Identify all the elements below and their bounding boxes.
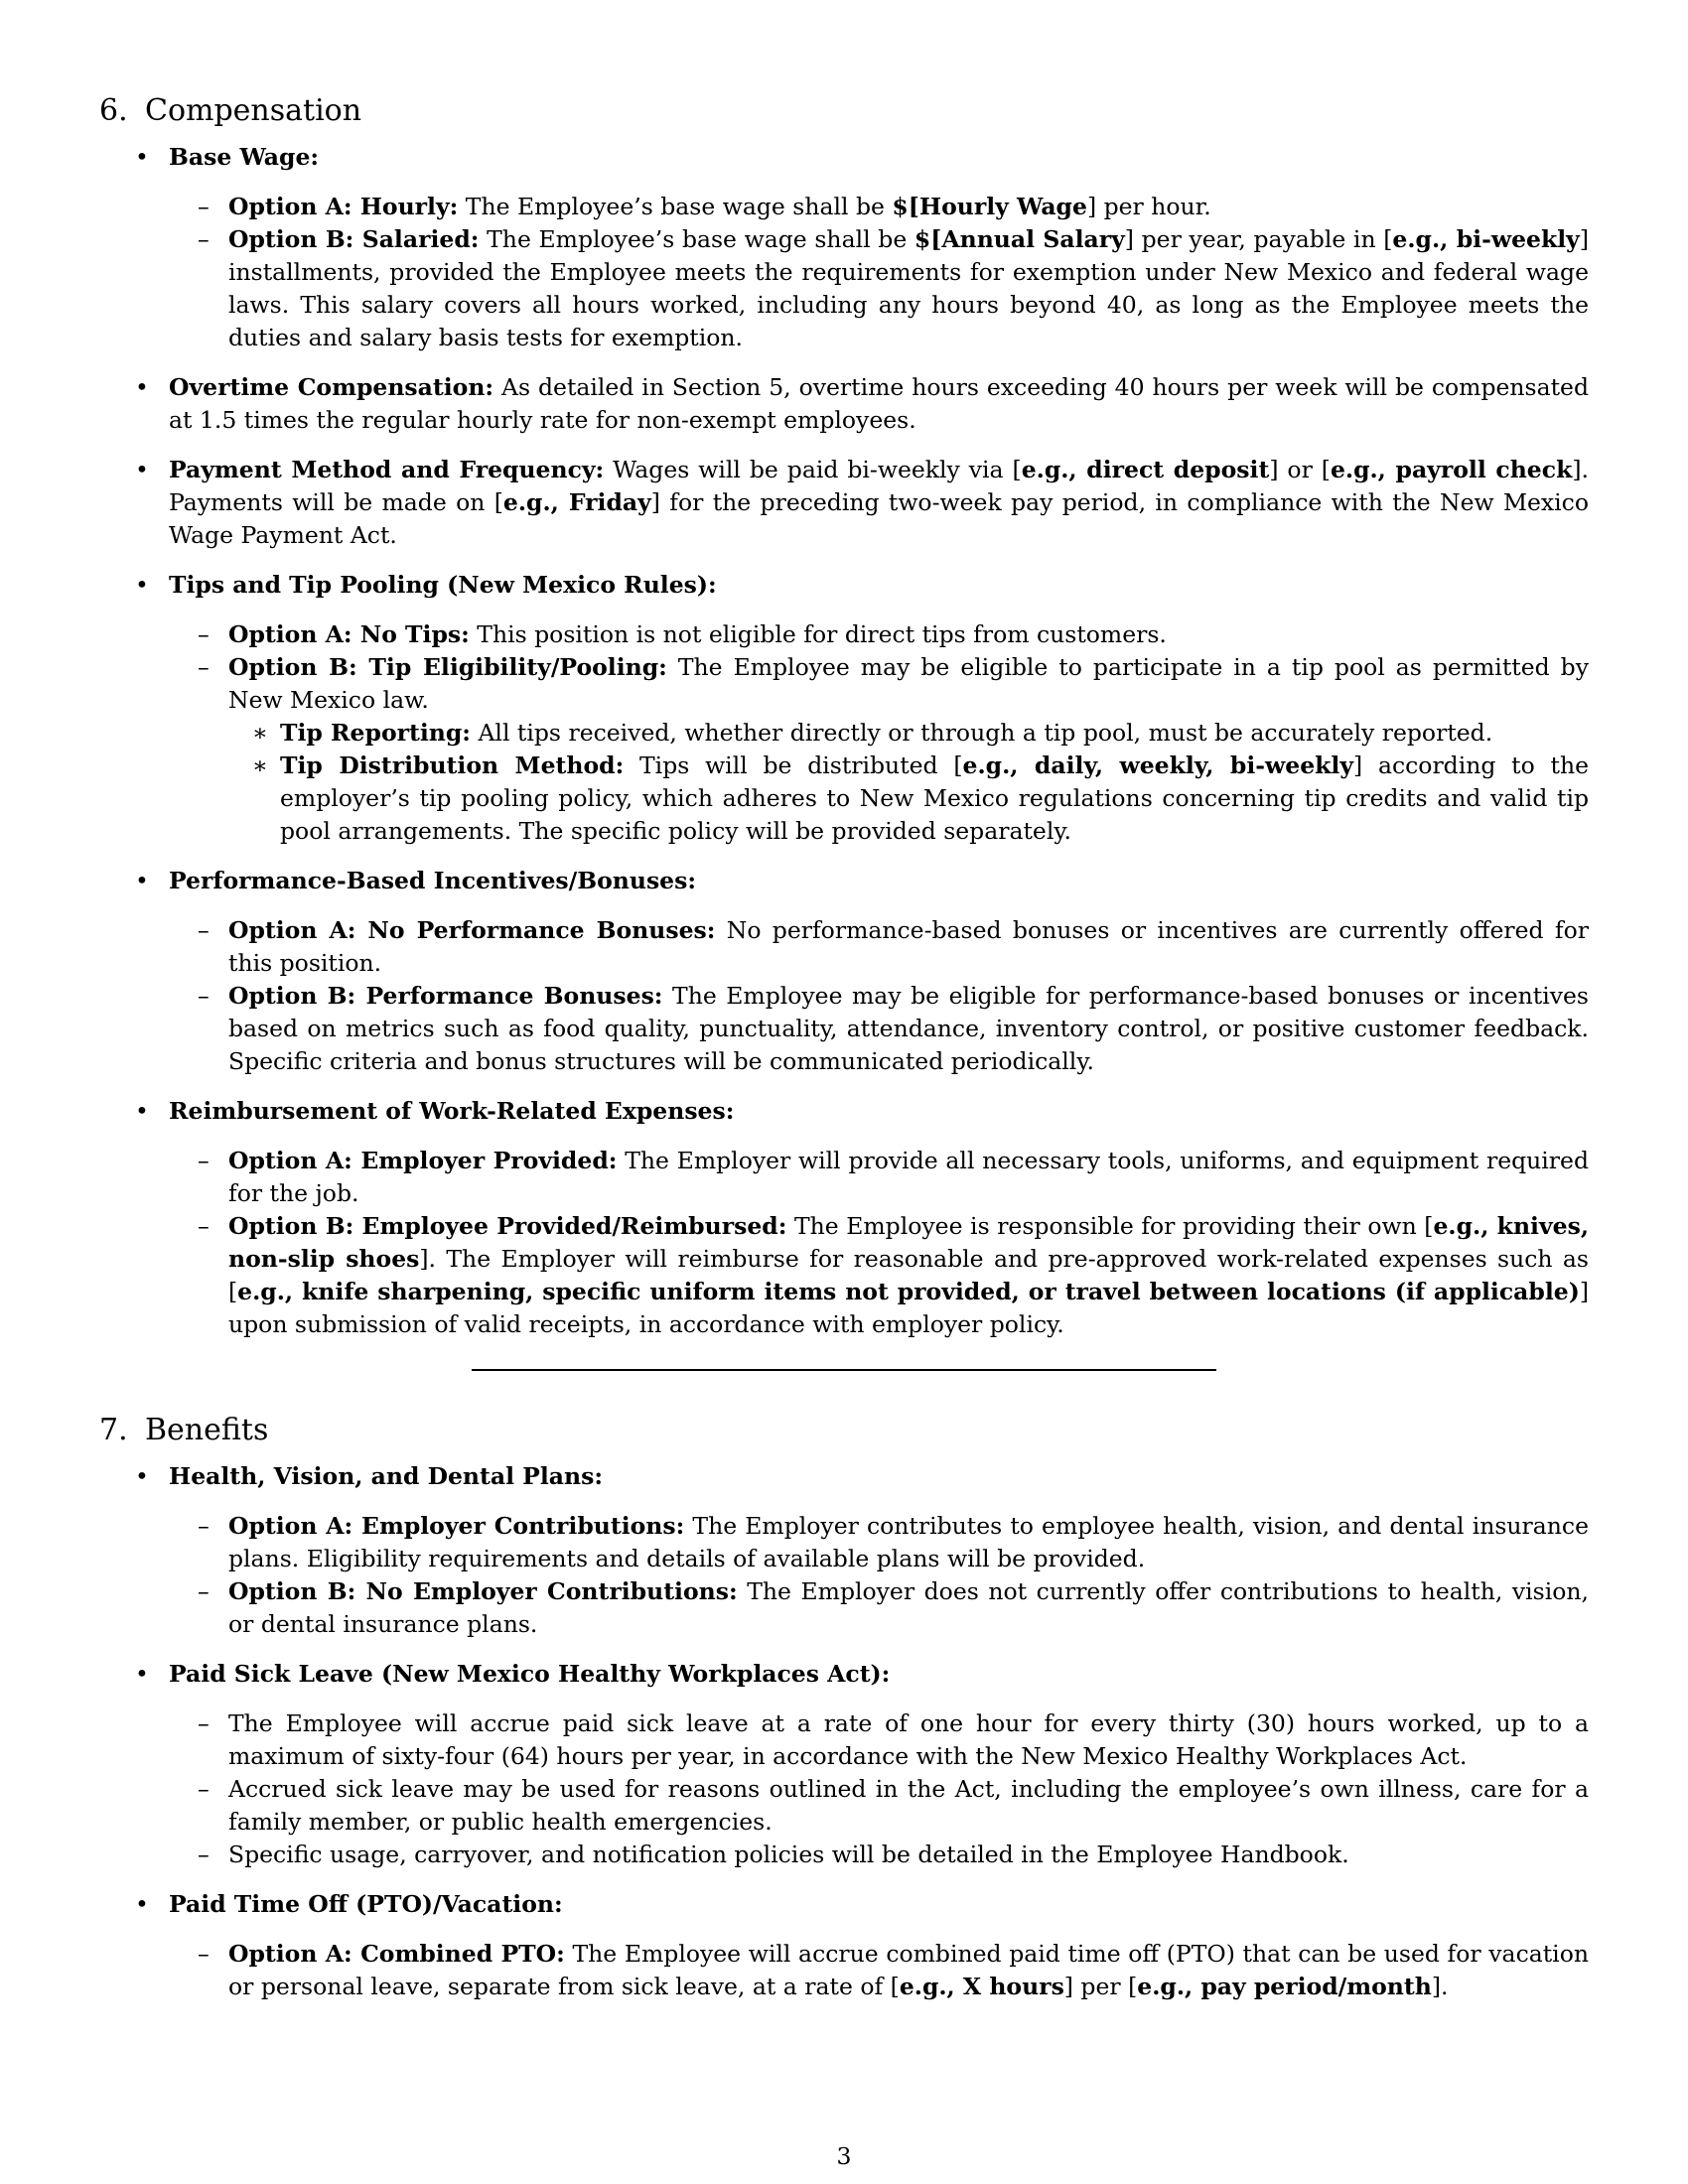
option-item (169, 1510, 1589, 1575)
placeholder-text: e.g., X hours (899, 1973, 1064, 2000)
item-label: Paid Time Off (PTO)/Vacation: (169, 1890, 563, 1918)
item-text: ] for the preceding two-week pay period, in compliance with the New Mexico Wage Payment Act. (169, 488, 1589, 549)
option-item (169, 1145, 1589, 1210)
option-text: ]. The Employer will reimburse for reasonable and pre-approved work-related expenses such as [ (228, 1245, 1589, 1305)
option-item (169, 618, 1589, 651)
item-label: Payment Method and Frequency: (169, 456, 605, 483)
placeholder-text: e.g., direct deposit (1021, 456, 1270, 483)
option-item (169, 1575, 1589, 1641)
item-text: Wages will be paid bi-weekly via [ (604, 456, 1022, 483)
option-text: ] per [ (1063, 1973, 1138, 2000)
overtime-item (99, 371, 1589, 437)
option-text: The Employee’s base wage shall be (458, 193, 893, 220)
option-item: – Specific usage, carryover, and notification policies will be detailed in the Employee Handbook. (169, 1839, 1589, 1871)
item-text: ]. Payments will be made on [ (169, 456, 1589, 516)
item-text: As detailed in Section 5, overtime hours exceeding 40 hours per week will be compensated at 1.5 times the regular hourly rate for non-exempt employees. (169, 373, 1589, 434)
placeholder-text: $[Annual Salary (914, 225, 1125, 253)
option-text: The Employer will provide all necessary tools, uniforms, and equipment required for the job. (228, 1147, 1589, 1207)
option-text: The Employee’s base wage shall be (479, 225, 914, 253)
option-label: Option B: No Employer Contributions: (228, 1577, 738, 1605)
option-text: The Employee will accrue combined paid time off (PTO) that can be used for vacation or personal leave, separate from sick leave, at a rate of [ (228, 1940, 1589, 2000)
sub-option-item (228, 717, 1589, 750)
option-text: The Employee is responsible for providing their own [ (786, 1212, 1434, 1240)
sub-option-text: Tips will be distributed [ (624, 751, 963, 779)
page-number: 3 (836, 2142, 852, 2170)
option-item: – Accrued sick leave may be used for reasons outlined in the Act, including the employee’s own illness, care for a family member, or public health emergencies. (169, 1773, 1589, 1839)
section-divider (472, 1369, 1216, 1371)
option-item (169, 223, 1589, 354)
option-text: ] per hour. (1086, 193, 1211, 220)
option-item (169, 1938, 1589, 2003)
compensation-list (99, 141, 1589, 1341)
placeholder-text: e.g., knives, non-slip shoes (228, 1212, 1589, 1273)
option-item (169, 980, 1589, 1078)
item-label: Performance-Based Incentives/Bonuses: (169, 867, 697, 894)
section-title: Compensation (145, 93, 362, 128)
option-label: Option A: Employer Contributions: (228, 1512, 685, 1540)
option-text: The Employee may be eligible to participate in a tip pool as permitted by New Mexico law. (228, 653, 1589, 714)
option-text: ] upon submission of valid receipts, in accordance with employer policy. (228, 1278, 1589, 1338)
option-item (169, 1210, 1589, 1341)
option-list (169, 1145, 1589, 1341)
option-label: Option B: Performance Bonuses: (228, 982, 663, 1010)
option-label: Option A: No Tips: (228, 620, 470, 648)
option-text: ] installments, provided the Employee meets the requirements for exemption under New Mexico and federal wage laws. This salary covers all hours worked, including any hours beyond 40, as long as the Employee meets the duties and salary basis tests for exemption. (228, 225, 1590, 351)
section-number: 7. (99, 1413, 128, 1447)
placeholder-text: e.g., Friday (502, 488, 651, 516)
option-text: ] per year, payable in [ (1124, 225, 1393, 253)
option-list (169, 1938, 1589, 2003)
option-label: Option A: No Performance Bonuses: (228, 916, 716, 944)
pto-item (99, 1888, 1589, 2003)
option-text: No performance-based bonuses or incentives are currently offered for this position. (228, 916, 1589, 977)
placeholder-text: e.g., payroll check (1330, 456, 1573, 483)
sub-option-label: Tip Reporting: (280, 719, 471, 747)
option-list (169, 191, 1589, 354)
item-label: Reimbursement of Work-Related Expenses: (169, 1097, 735, 1125)
section-number: 6. (99, 93, 128, 128)
health-item (99, 1460, 1589, 1641)
sub-option-item (228, 750, 1589, 848)
payment-item (99, 454, 1589, 552)
option-label: Option B: Salaried: (228, 225, 480, 253)
option-label: Option A: Employer Provided: (228, 1147, 618, 1174)
tips-item (99, 569, 1589, 848)
item-label: Overtime Compensation: (169, 373, 494, 401)
section-7-heading (99, 1411, 1589, 1450)
performance-item (99, 865, 1589, 1078)
item-label: Tips and Tip Pooling (New Mexico Rules): (169, 571, 717, 599)
sub-option-list (228, 717, 1589, 848)
option-item (169, 914, 1589, 980)
sub-option-text: All tips received, whether directly or through a tip pool, must be accurately reported. (470, 719, 1493, 747)
option-text: The Employer does not currently offer contributions to health, vision, or dental insurance plans. (228, 1577, 1589, 1638)
reimbursement-item (99, 1095, 1589, 1341)
option-list (169, 618, 1589, 848)
benefits-list (99, 1460, 1589, 2003)
option-label: Option B: Employee Provided/Reimbursed: (228, 1212, 787, 1240)
option-item: – The Employee will accrue paid sick leave at a rate of one hour for every thirty (30) hours worked, up to a maximum of sixty-four (64) hours per year, in accordance with the New Mexico Healthy Workplaces Act. (169, 1707, 1589, 1773)
option-label: Option B: Tip Eligibility/Pooling: (228, 653, 667, 681)
sub-option-label: Tip Distribution Method: (280, 751, 625, 779)
option-item (169, 191, 1589, 223)
option-list (169, 1510, 1589, 1641)
item-label: Paid Sick Leave (New Mexico Healthy Workplaces Act): (169, 1660, 891, 1688)
item-label: Health, Vision, and Dental Plans: (169, 1462, 603, 1490)
document-page (99, 91, 1589, 2020)
base-wage-item (99, 141, 1589, 354)
sub-option-text: ] according to the employer’s tip pooling policy, which adheres to New Mexico regulations concerning tip credits and valid tip pool arrangements. The specific policy will be provided separately. (280, 751, 1590, 845)
option-text: The Employer contributes to employee health, vision, and dental insurance plans. Eligibility requirements and details of available plans will be provided. (228, 1512, 1589, 1572)
option-list (169, 1707, 1589, 1871)
option-label: Option A: Hourly: (228, 193, 459, 220)
option-label: Option A: Combined PTO: (228, 1940, 565, 1968)
option-text: ]. (1431, 1973, 1449, 2000)
option-text: The Employee may be eligible for performance-based bonuses or incentives based on metrics such as food quality, punctuality, attendance, inventory control, or positive customer feedback. Specific criteria and bonus structures will be communicated periodically. (228, 982, 1589, 1075)
item-label: Base Wage: (169, 143, 320, 171)
item-text: ] or [ (1269, 456, 1331, 483)
section-6-heading (99, 91, 1589, 131)
sick-leave-item (99, 1658, 1589, 1871)
option-item (169, 651, 1589, 848)
option-list (169, 914, 1589, 1078)
option-text: This position is not eligible for direct tips from customers. (469, 620, 1167, 648)
placeholder-text: e.g., bi-weekly (1392, 225, 1580, 253)
placeholder-text: e.g., knife sharpening, specific uniform items not provided, or travel between locations (if applicable) (237, 1278, 1580, 1305)
placeholder-text: e.g., daily, weekly, bi-weekly (962, 751, 1354, 779)
placeholder-text: $[Hourly Wage (892, 193, 1087, 220)
section-title: Benefits (145, 1413, 269, 1447)
placeholder-text: e.g., pay period/month (1137, 1973, 1432, 2000)
